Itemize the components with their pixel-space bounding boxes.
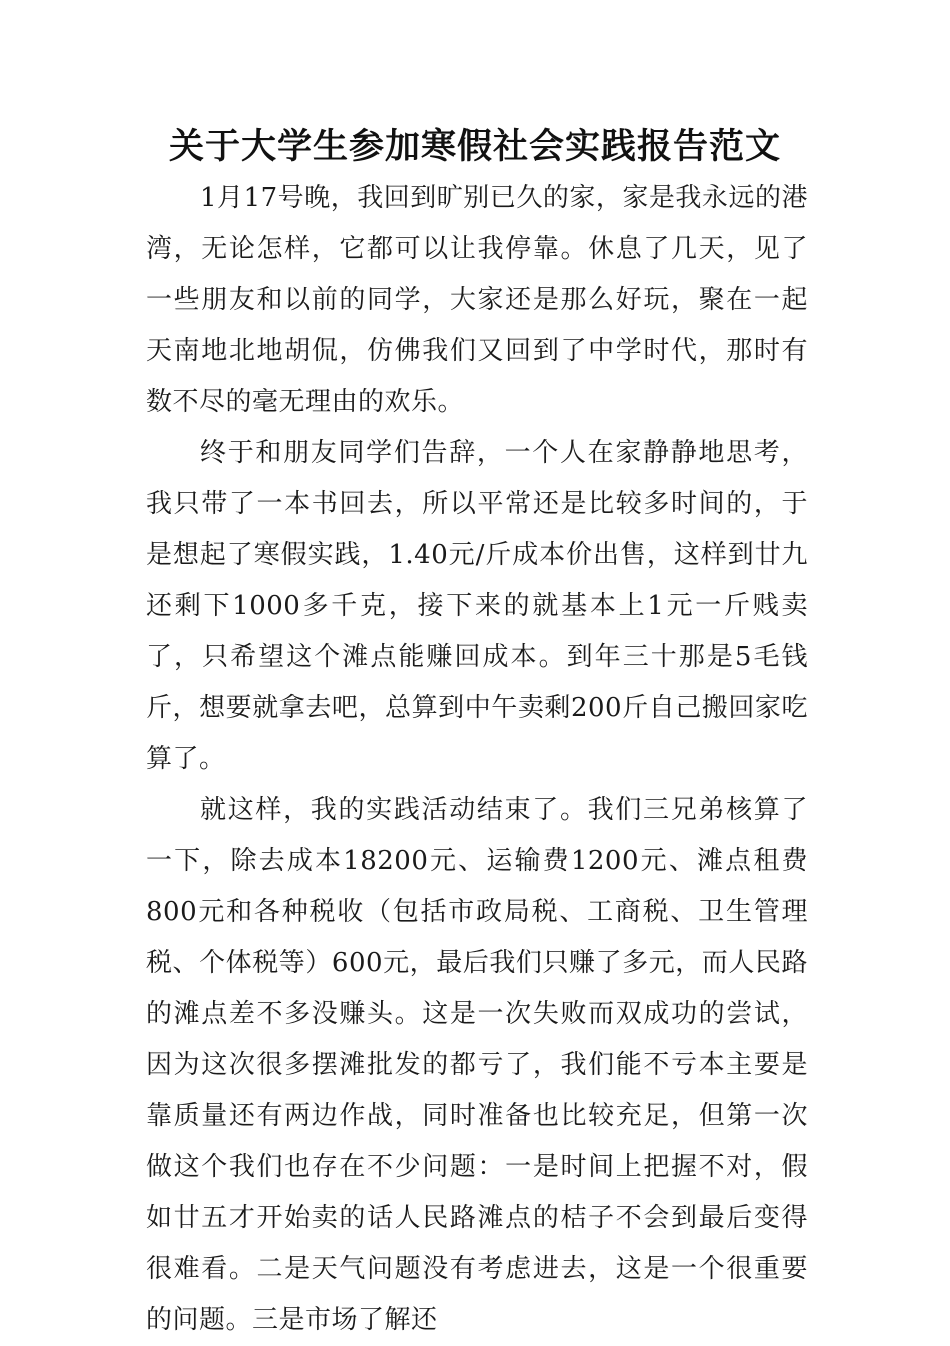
paragraph-3: 就这样，我的实践活动结束了。我们三兄弟核算了一下，除去成本18200元、运输费1200元、滩点租费800元和各种税收（包括市政局税、工商税、卫生管理税、个体税等）600元，最后我们只赚了多元，而人民路的滩点差不多没赚头。这是一次失败而双成功的尝试，因为这次很多摆滩批发的都亏了，我们能不亏本主要是靠质量还有两边作战，同时准备也比较充足，但第一次做这个我们也存在不少问题：一是时间上把握不对，假如廿五才开始卖的话人民路滩点的桔子不会到最后变得很难看。二是天气问题没有考虑进去，这是一个很重要的问题。三是市场了解还 [146,795,808,1335]
document-body [146,173,808,1346]
document-title: 关于大学生参加寒假社会实践报告范文 [168,127,781,167]
paragraph-1: 1月17号晚，我回到旷别已久的家，家是我永远的港湾，无论怎样，它都可以让我停靠。休息了几天，见了一些朋友和以前的同学，大家还是那么好玩，聚在一起天南地北地胡侃，仿佛我们又回到了中学时代，那时有数不尽的毫无理由的欢乐。 [146,183,808,417]
paragraph-2: 终于和朋友同学们告辞，一个人在家静静地思考，我只带了一本书回去，所以平常还是比较多时间的，于是想起了寒假实践，1.40元/斤成本价出售，这样到廿九还剩下1000多千克，接下来的就基本上1元一斤贱卖了，只希望这个滩点能赚回成本。到年三十那是5毛钱斤，想要就拿去吧，总算到中午卖剩200斤自己搬回家吃算了。 [146,438,808,774]
